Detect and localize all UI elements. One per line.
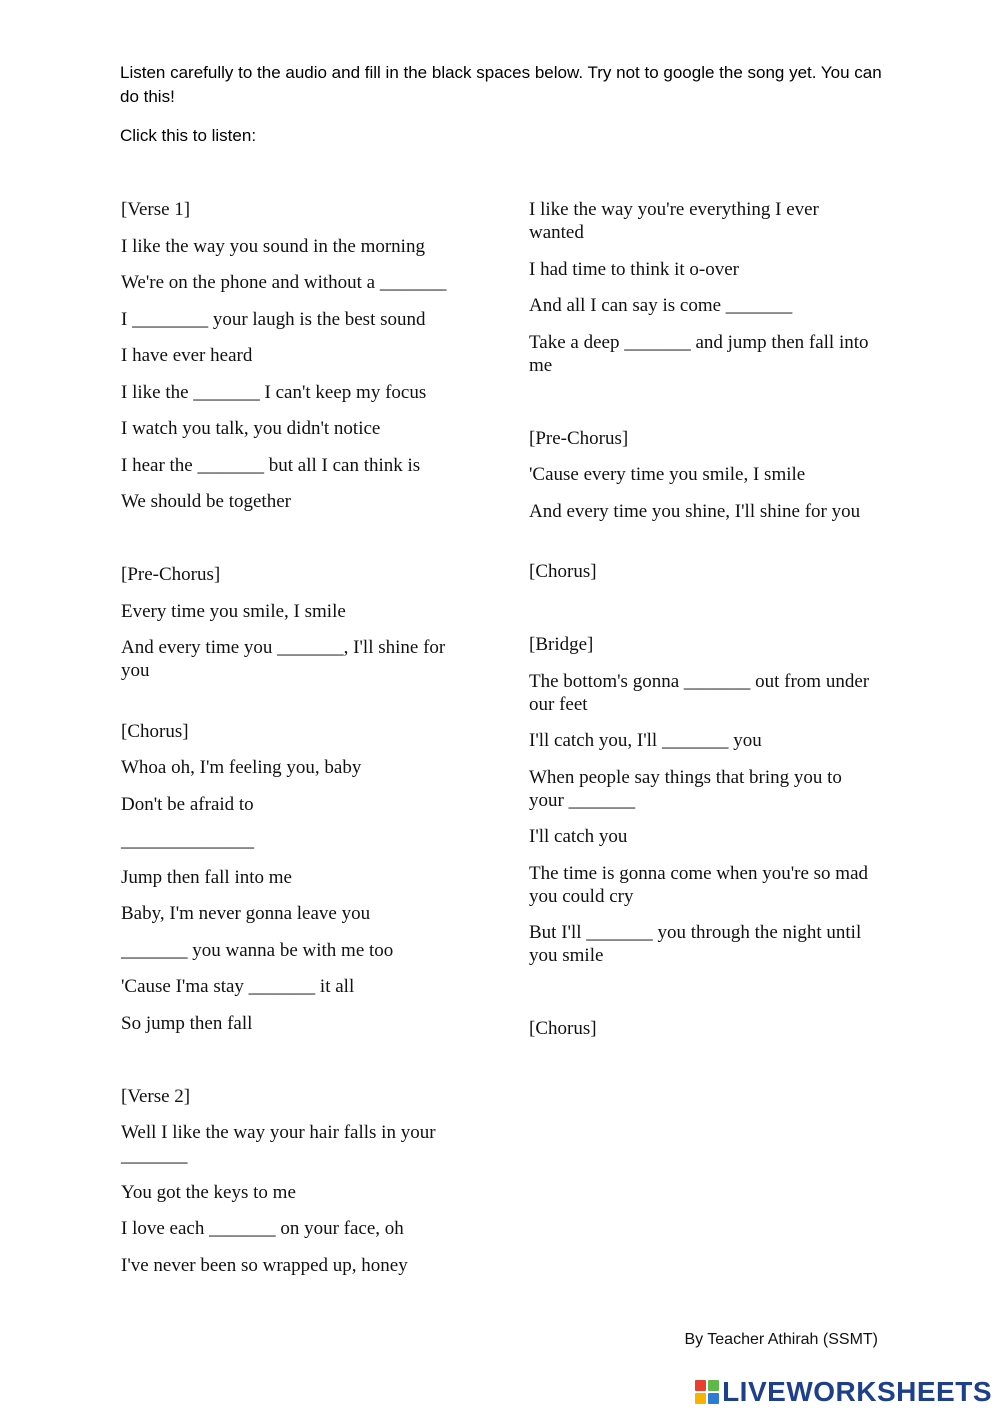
lyric-line-blank[interactable]: I'll catch you, I'll _______ you [529,730,762,751]
logo-square-green [708,1380,719,1391]
lyric-line-blank[interactable]: I like the _______ I can't keep my focus [121,381,427,403]
liveworksheets-logo-icon [695,1380,719,1404]
section-bridge-heading: [Bridge] [529,634,594,655]
lyric-line: I have ever heard [121,345,253,366]
lyric-line: Whoa oh, I'm feeling you, baby [121,757,362,778]
lyric-line: I watch you talk, you didn't notice [121,418,381,439]
lyric-line-blank[interactable]: When people say things that bring you to your _______ [529,766,842,811]
lyric-line: Jump then fall into me [121,866,292,888]
listen-link[interactable]: Click this to listen: [120,126,257,145]
lyric-line-blank[interactable]: I love each _______ on your face, oh [121,1218,404,1239]
lyric-line-blank[interactable]: I hear the _______ but all I can think is [121,454,421,476]
lyric-line-blank[interactable]: We're on the phone and without a _______ [121,272,447,293]
lyric-line-blank[interactable]: I ________ your laugh is the best sound [121,308,426,330]
lyric-line: I like the way you sound in the morning [121,235,425,257]
lyric-line: And every time you shine, I'll shine for you [529,500,861,522]
lyric-line: So jump then fall [121,1012,253,1034]
section-chorus-heading: [Chorus] [529,1018,597,1039]
lyric-line-blank[interactable]: The bottom's gonna _______ out from under our feet [529,670,870,715]
logo-square-red [695,1380,706,1391]
lyric-blank-field[interactable]: ______________ [121,830,254,851]
author-credit: By Teacher Athirah (SSMT) [684,1331,878,1348]
brand-wordmark: LIVEWORKSHEETS [722,1376,992,1407]
section-verse-2-heading: [Verse 2] [121,1085,191,1107]
section-pre-chorus-heading: [Pre-Chorus] [121,564,221,585]
lyric-line-blank[interactable]: Well I like the way your hair falls in your _______ [121,1122,436,1166]
section-verse-1-heading: [Verse 1] [121,199,191,220]
lyric-line: 'Cause every time you smile, I smile [529,464,806,485]
lyric-line: You got the keys to me [121,1181,296,1203]
lyric-line-blank[interactable]: And all I can say is come _______ [529,295,793,316]
lyric-line-blank[interactable]: Take a deep _______ and jump then fall into me [529,331,869,376]
lyric-line: The time is gonna come when you're so mad you could cry [529,862,869,907]
lyric-line-blank[interactable]: And every time you _______, I'll shine for you [121,637,446,681]
section-pre-chorus-heading: [Pre-Chorus] [529,427,629,449]
lyric-line: We should be together [121,491,291,512]
section-chorus-heading: [Chorus] [529,561,597,582]
lyric-line-blank[interactable]: But I'll _______ you through the night until you smile [529,922,862,966]
liveworksheets-brand[interactable] [695,1377,992,1407]
instructions-text: Listen carefully to the audio and fill in the black spaces below. Try not to google the song yet. You can do this! [120,63,882,106]
lyric-line: I had time to think it o-over [529,258,740,280]
section-chorus-heading: [Chorus] [121,720,189,742]
logo-square-yellow [695,1393,706,1404]
lyric-line: Don't be afraid to [121,793,254,815]
lyric-line: I've never been so wrapped up, honey [121,1254,408,1276]
lyric-line-blank[interactable]: _______ you wanna be with me too [121,939,394,961]
lyric-line: I'll catch you [529,826,628,847]
lyric-line-blank[interactable]: 'Cause I'ma stay _______ it all [121,976,355,997]
lyric-line: Every time you smile, I smile [121,600,346,622]
lyrics-column-left [121,198,476,1290]
lyric-line: Baby, I'm never gonna leave you [121,903,371,924]
lyric-line: I like the way you're everything I ever wanted [529,199,819,243]
lyrics-column-right [529,198,874,1054]
logo-square-blue [708,1393,719,1404]
